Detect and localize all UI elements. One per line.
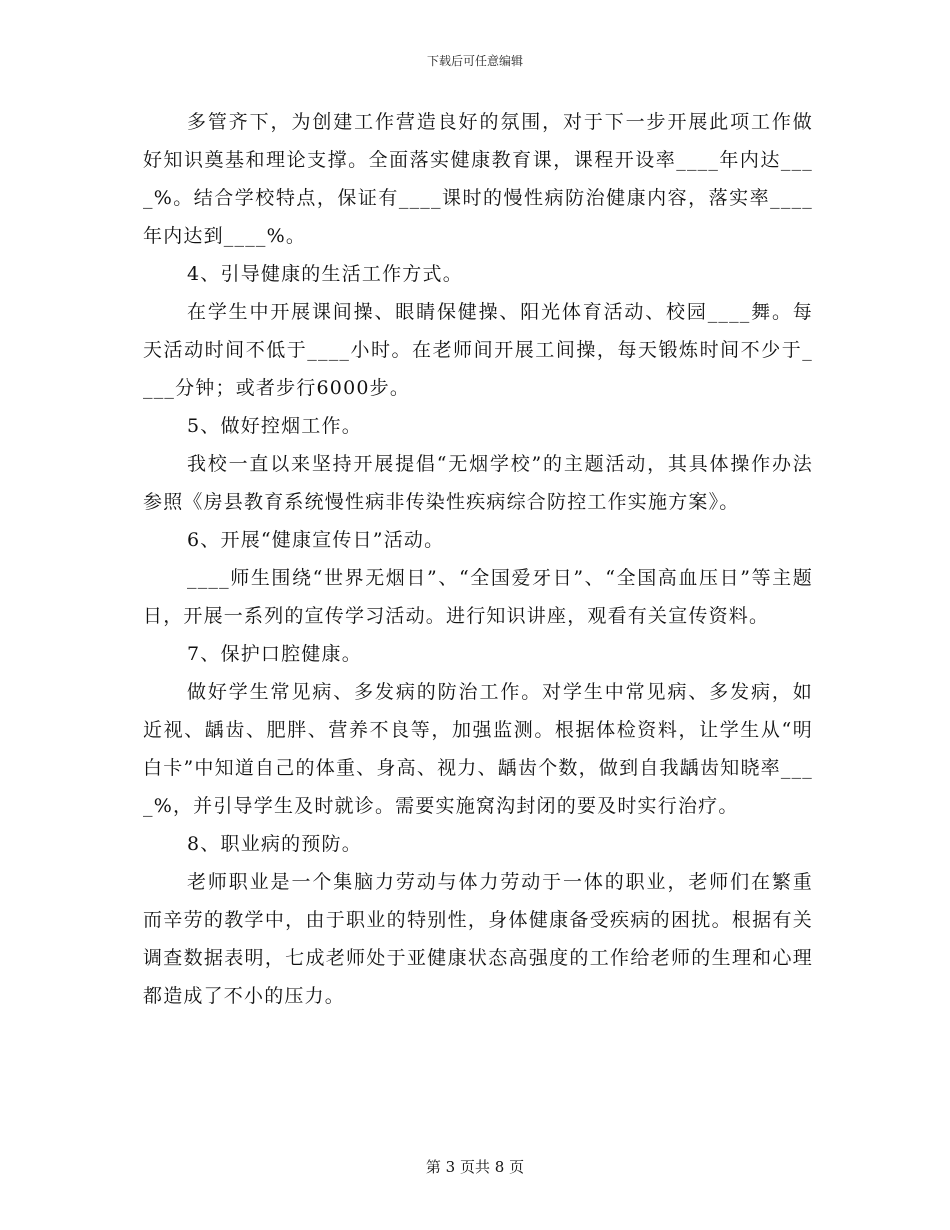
paragraph-section-6: ____师生围绕“世界无烟日”、“全国爱牙日”、“全国高血压日”等主题日，开展一系列的宣传学习活动。进行知识讲座，观看有关宣传资料。 <box>143 567 813 627</box>
paragraph-intro: 多管齐下，为创建工作营造良好的氛围，对于下一步开展此项工作做好知识奠基和理论支撑。全面落实健康教育课，课程开设率____年内达____%。结合学校特点，保证有____课时的慢性病防治健康内容，落实率____年内达到____%。 <box>143 111 813 247</box>
paragraph-section-5: 我校一直以来坚持开展提倡“无烟学校”的主题活动，其具体操作办法参照《房县教育系统慢性病非传染性疾病综合防控工作实施方案》。 <box>143 453 813 513</box>
section-heading-7: 7、保护口腔健康。 <box>187 643 362 665</box>
page-header: 下载后可任意编辑 <box>426 54 523 68</box>
section-heading-5: 5、做好控烟工作。 <box>187 415 362 437</box>
paragraph-section-8: 老师职业是一个集脑力劳动与体力劳动于一体的职业，老师们在繁重而辛劳的教学中，由于职业的特别性，身体健康备受疾病的困扰。根据有关调查数据表明，七成老师处于亚健康状态高强度的工作给老师的生理和心理都造成了不小的压力。 <box>143 871 813 1007</box>
section-heading-6: 6、开展“健康宣传日”活动。 <box>187 529 445 551</box>
section-heading-8: 8、职业病的预防。 <box>187 833 362 855</box>
section-heading-4: 4、引导健康的生活工作方式。 <box>187 263 463 285</box>
page-footer: 第 3 页共 8 页 <box>425 1158 525 1176</box>
paragraph-section-4: 在学生中开展课间操、眼睛保健操、阳光体育活动、校园____舞。每天活动时间不低于____小时。在老师间开展工间操，每天锻炼时间不少于____分钟；或者步行6000步。 <box>143 301 813 399</box>
paragraph-section-7: 做好学生常见病、多发病的防治工作。对学生中常见病、多发病，如近视、龋齿、肥胖、营养不良等，加强监测。根据体检资料，让学生从“明白卡”中知道自己的体重、身高、视力、龋齿个数，做到自我龋齿知晓率____%，并引导学生及时就诊。需要实施窝沟封闭的要及时实行治疗。 <box>143 681 813 817</box>
document-body <box>143 103 813 1015</box>
